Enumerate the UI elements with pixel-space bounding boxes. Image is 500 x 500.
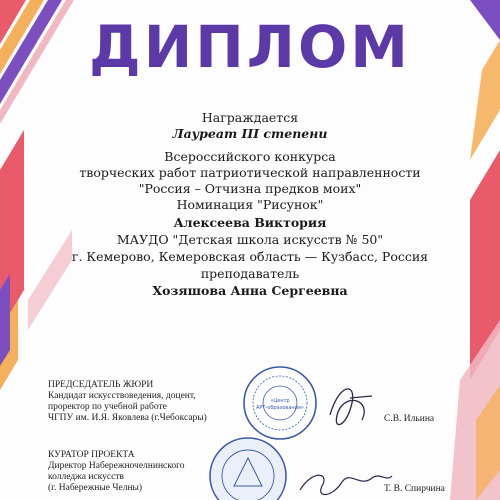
jury-name: С.В. Ильина xyxy=(384,414,435,424)
contest-line-1: Всероссийского конкурса xyxy=(164,149,336,164)
jury-desc-3: ЧГПУ им. И.Я. Яковлева (г.Чебоксары) xyxy=(48,413,207,423)
curator-desc-2: колледжа искусств xyxy=(48,472,124,482)
participant-school: МАУДО "Детская школа искусств № 50" xyxy=(116,232,384,247)
diploma-title: ДИПЛОМ xyxy=(89,13,411,81)
curator-desc-1: Директор Набережночелнинского xyxy=(48,461,185,471)
curator-desc-3: (г. Набережные Челны) xyxy=(48,483,143,493)
jury-desc-2: проректор по учебной работе xyxy=(48,402,167,412)
stamp-line-1: «Центр xyxy=(270,398,290,404)
contest-line-2: творческих работ патриотической направленности xyxy=(79,165,421,180)
stamp-line-2: АРТ-образования» xyxy=(256,405,304,411)
participant-name: Алексеева Виктория xyxy=(173,215,327,230)
jury-block xyxy=(48,380,207,424)
participant-city: г. Кемерово, Кемеровская область — Кузбасс, Россия xyxy=(71,249,429,264)
jury-role: ПРЕДСЕДАТЕЛЬ ЖЮРИ xyxy=(48,380,154,390)
award-rank: Лауреат III степени xyxy=(172,126,328,141)
teacher-label: преподаватель xyxy=(200,266,300,281)
teacher-name: Хозяшова Анна Сергеевна xyxy=(152,283,348,298)
curator-block xyxy=(48,450,185,494)
awarded-label: Награждается xyxy=(201,110,299,125)
contest-line-3: "Россия – Отчизна предков моих" xyxy=(138,181,362,196)
jury-desc-1: Кандидат искусствоведения, доцент, xyxy=(48,391,196,401)
nomination: Номинация "Рисунок" xyxy=(176,197,324,212)
curator-name: Т. В. Спирчина xyxy=(384,484,445,494)
curator-role: КУРАТОР ПРОЕКТА xyxy=(48,450,135,460)
